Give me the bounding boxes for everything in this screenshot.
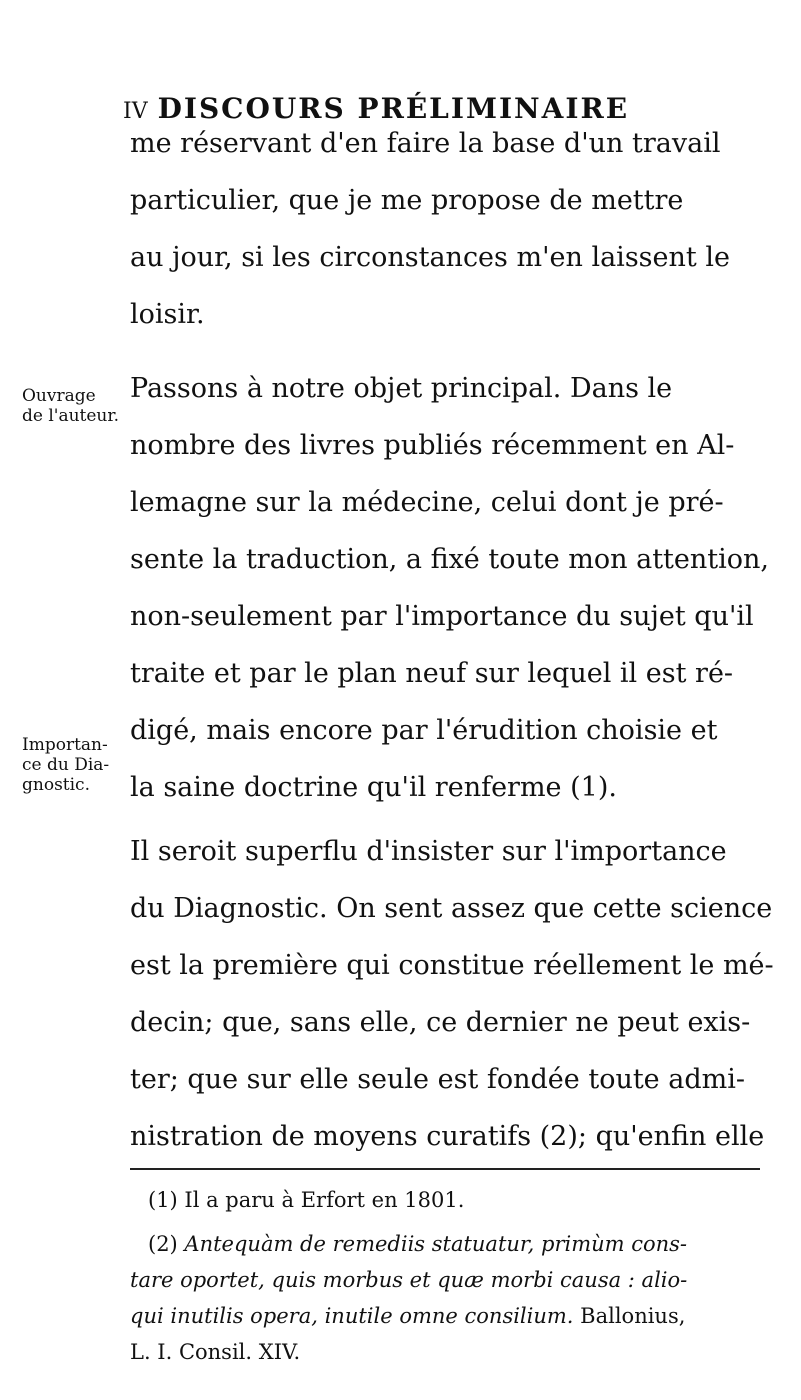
body-line: nistration de moyens curatifs (2); qu'enfin elle <box>130 1121 765 1152</box>
body-line: ter; que sur elle seule est fondée toute admi- <box>130 1064 745 1095</box>
running-title: DISCOURS PRÉLIMINAIRE <box>157 92 630 125</box>
body-line: lemagne sur la médecine, celui dont je pré- <box>130 487 724 518</box>
running-header <box>123 92 723 125</box>
margin-note-line: gnostic. <box>22 775 90 795</box>
margin-note-line: Ouvrage <box>22 386 96 406</box>
footnote-2-line <box>130 1302 750 1330</box>
footnote-2-quote: Antequàm de remediis statuatur, primùm cons- <box>184 1232 688 1256</box>
body-line: digé, mais encore par l'érudition choisie et <box>130 715 718 746</box>
footnote-2-quote-end: qui inutilis opera, inutile omne consilium. <box>130 1304 574 1328</box>
footnote-2-author: Ballonius, <box>573 1304 686 1328</box>
margin-note-line: ce du Dia- <box>22 755 110 775</box>
body-line: est la première qui constitue réellement le mé- <box>130 950 774 981</box>
page-folio: IV <box>123 99 148 124</box>
body-line: du Diagnostic. On sent assez que cette science <box>130 893 773 924</box>
footnote-2 <box>148 1230 768 1258</box>
body-line: traite et par le plan neuf sur lequel il est ré- <box>130 658 734 689</box>
footnote-2-number: (2) <box>148 1232 185 1256</box>
margin-note-line: Importan- <box>22 735 108 755</box>
body-line: me réservant d'en faire la base d'un travail <box>130 128 721 159</box>
body-line: la saine doctrine qu'il renferme (1). <box>130 772 617 803</box>
body-line: au jour, si les circonstances m'en laissent le <box>130 242 730 273</box>
body-line: decin; que, sans elle, ce dernier ne peut exis- <box>130 1007 751 1038</box>
body-line: particulier, que je me propose de mettre <box>130 185 684 216</box>
body-line: loisir. <box>130 299 205 330</box>
footnote-2-line: tare oportet, quis morbus et quæ morbi causa : alio- <box>130 1268 688 1292</box>
body-line: sente la traduction, a fixé toute mon attention, <box>130 544 769 575</box>
body-line: nombre des livres publiés récemment en Al- <box>130 430 735 461</box>
margin-note-importance <box>22 735 122 795</box>
body-line: Il seroit superflu d'insister sur l'importance <box>130 836 727 867</box>
footnote-1: (1) Il a paru à Erfort en 1801. <box>148 1188 465 1212</box>
footnote-rule <box>130 1168 760 1170</box>
margin-note-ouvrage <box>22 386 122 426</box>
margin-note-line: de l'auteur. <box>22 406 120 426</box>
body-line: non-seulement par l'importance du sujet qu'il <box>130 601 754 632</box>
body-line: Passons à notre objet principal. Dans le <box>130 373 673 404</box>
footnote-2-reference: L. I. Consil. XIV. <box>130 1340 301 1364</box>
